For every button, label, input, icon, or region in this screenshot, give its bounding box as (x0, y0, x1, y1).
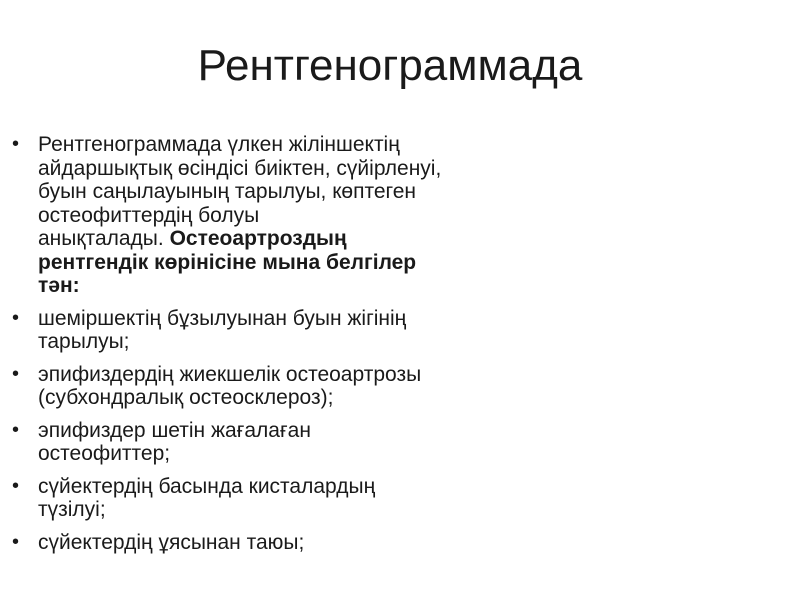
intro-line-1: Рентгенограммада үлкен жіліншектің (38, 133, 400, 156)
item-line: сүйектердің басында кисталардың (38, 474, 376, 498)
bullet-icon: • (12, 362, 20, 385)
list-item-intro (12, 133, 548, 298)
item-line: остеофиттер; (38, 442, 171, 465)
bullet-icon: • (12, 306, 20, 329)
bullet-icon: • (12, 133, 20, 155)
item-line: сүйектердің ұясынан таюы; (38, 530, 305, 554)
list-item (12, 306, 548, 354)
item-line: тарылуы; (38, 330, 130, 353)
intro-line-5-plain: анықталады. (38, 227, 170, 250)
intro-bold-line-2: тән: (38, 274, 80, 297)
list-item (12, 418, 548, 466)
bullet-icon: • (12, 530, 20, 553)
item-line: (субхондралық остеосклероз); (38, 386, 334, 409)
item-line: түзілуі; (38, 498, 106, 521)
bullet-icon: • (12, 474, 20, 497)
bullet-list (0, 133, 800, 563)
intro-line-5-bold: Остеоартроздың (169, 227, 347, 250)
list-item (12, 362, 548, 410)
item-line: эпифиздердің жиекшелік остеоартрозы (38, 362, 422, 386)
item-line: эпифиздер шетін жағалаған (38, 418, 311, 442)
list-item (12, 474, 548, 522)
list-item (12, 530, 548, 555)
slide-title: Рентгенограммада (197, 41, 583, 90)
item-line: шеміршектің бұзылуынан буын жігінің (38, 306, 407, 330)
bullet-icon: • (12, 418, 20, 441)
intro-bold-line-1: рентгендік көрінісіне мына белгілер (38, 250, 417, 274)
intro-line-3: буын саңылауының тарылуы, көптеген (38, 180, 416, 203)
intro-line-2: айдаршықтық өсіндісі биіктен, сүйірленуі, (38, 156, 442, 180)
intro-line-4: остеофиттердің болуы (38, 203, 260, 227)
